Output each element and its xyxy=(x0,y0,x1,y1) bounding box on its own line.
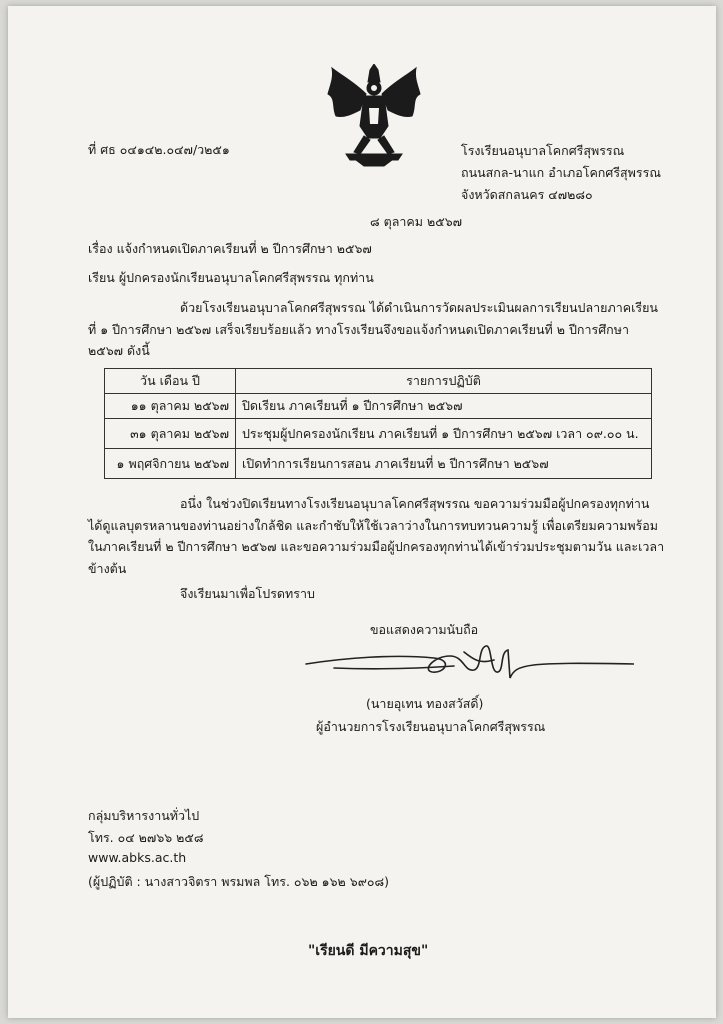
closing-request: จึงเรียนมาเพื่อโปรดทราบ xyxy=(180,586,315,601)
signer-name: (นายอุเทน ทองสวัสดิ์) xyxy=(366,696,484,711)
closing-regards: ขอแสดงความนับถือ xyxy=(370,622,479,637)
footer-department: กลุ่มบริหารงานทั่วไป xyxy=(88,808,200,823)
intro-line: ด้วยโรงเรียนอนุบาลโคกศรีสุพรรณ ได้ดำเนินการวัดผลประเมินผลการเรียนปลายภาคเรียน xyxy=(180,300,658,315)
intro-paragraph xyxy=(88,297,688,362)
signature-image xyxy=(304,634,634,694)
letter-page xyxy=(8,6,716,1018)
body-line: อนึ่ง ในช่วงปิดเรียนทางโรงเรียนอนุบาลโคกศรีสุพรรณ ขอความร่วมมือผู้ปกครองทุกท่าน xyxy=(180,496,650,511)
row-date: ๓๑ ตุลาคม ๒๕๖๗ xyxy=(105,419,236,449)
intro-line: ๒๕๖๗ ดังนี้ xyxy=(88,343,150,358)
school-address xyxy=(461,140,661,206)
reference-number: ที่ ศธ ๐๔๑๔๒.๐๔๗/ว๒๕๑ xyxy=(88,142,230,157)
body-paragraph xyxy=(88,493,688,579)
row-task: ปิดเรียน ภาคเรียนที่ ๑ ปีการศึกษา ๒๕๖๗ xyxy=(236,394,652,419)
row-task: ประชุมผู้ปกครองนักเรียน ภาคเรียนที่ ๑ ปีการศึกษา ๒๕๖๗ เวลา ๐๙.๐๐ น. xyxy=(236,419,652,449)
header-date: วัน เดือน ปี xyxy=(105,369,236,394)
school-slogan: "เรียนดี มีความสุข" xyxy=(308,943,429,959)
letter-subject: เรื่อง แจ้งกำหนดเปิดภาคเรียนที่ ๒ ปีการศึกษา ๒๕๖๗ xyxy=(88,241,372,256)
signer-title: ผู้อำนวยการโรงเรียนอนุบาลโคกศรีสุพรรณ xyxy=(316,719,546,734)
row-task: เปิดทำการเรียนการสอน ภาคเรียนที่ ๒ ปีการศึกษา ๒๕๖๗ xyxy=(236,449,652,479)
row-date: ๑ พฤศจิกายน ๒๕๖๗ xyxy=(105,449,236,479)
table-row xyxy=(105,394,652,419)
garuda-emblem-icon xyxy=(326,64,422,168)
footer-contact: (ผู้ปฏิบัติ : นางสาวจิตรา พรมพล โทร. ๐๖๒ ๑๖๒ ๖๙๐๘) xyxy=(88,874,390,889)
body-line: ข้างต้น xyxy=(88,560,127,576)
address-line-province: จังหวัดสกลนคร ๔๗๒๘๐ xyxy=(461,187,593,202)
address-line-school: โรงเรียนอนุบาลโคกศรีสุพรรณ xyxy=(461,143,625,158)
letter-date: ๘ ตุลาคม ๒๕๖๗ xyxy=(370,214,463,229)
table-row xyxy=(105,419,652,449)
row-date: ๑๑ ตุลาคม ๒๕๖๗ xyxy=(105,394,236,419)
letter-salutation: เรียน ผู้ปกครองนักเรียนอนุบาลโคกศรีสุพรรณ ทุกท่าน xyxy=(88,270,374,285)
footer-website: www.abks.ac.th xyxy=(88,850,187,865)
header-task: รายการปฏิบัติ xyxy=(236,369,652,394)
body-line: ในภาคเรียนที่ ๒ ปีการศึกษา ๒๕๖๗ และขอความร่วมมือผู้ปกครองทุกท่านได้เข้าร่วมประชุมตามวัน และเวลา xyxy=(88,539,665,554)
footer-phone: โทร. ๐๔ ๒๗๖๖ ๒๕๘ xyxy=(88,830,204,845)
intro-line: ที่ ๑ ปีการศึกษา ๒๕๖๗ เสร็จเรียบร้อยแล้ว ทางโรงเรียนจึงขอแจ้งกำหนดเปิดภาคเรียนที่ ๒ ปีการศึกษา xyxy=(88,321,629,337)
address-line-road: ถนนสกล-นาแก อำเภอโคกศรีสุพรรณ xyxy=(461,165,661,180)
body-line: ได้ดูแลบุตรหลานของท่านอย่างใกล้ชิด และกำชับให้ใช้เวลาว่างในการทบทวนความรู้ เพื่อเตรียมความพร้อม xyxy=(88,517,659,533)
schedule-table xyxy=(104,368,652,479)
table-header-row xyxy=(105,369,652,394)
table-row xyxy=(105,449,652,479)
